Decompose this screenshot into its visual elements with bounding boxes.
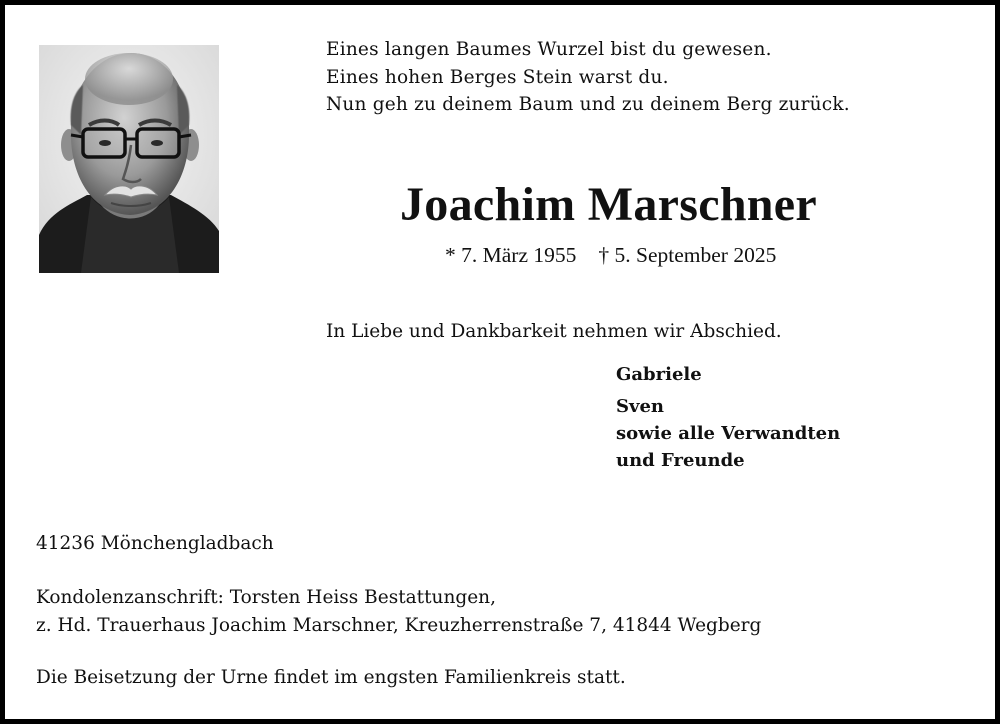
life-dates	[445, 241, 776, 269]
death-date: † 5. September 2025	[598, 243, 777, 267]
deceased-name: Joachim Marschner	[400, 178, 818, 231]
poem-line: Nun geh zu deinem Baum und zu deinem Berg zurück.	[326, 94, 850, 115]
obituary-card	[5, 5, 995, 719]
portrait-image	[39, 45, 219, 273]
portrait-photo	[39, 45, 219, 273]
mourner-name: Gabriele	[616, 364, 702, 385]
mourner-name: Sven	[616, 396, 664, 417]
birth-date: * 7. März 1955	[445, 243, 577, 267]
condolence-line: Kondolenzanschrift: Torsten Heiss Bestattungen,	[36, 587, 496, 608]
farewell-text: In Liebe und Dankbarkeit nehmen wir Abschied.	[326, 321, 782, 342]
condolence-line: z. Hd. Trauerhaus Joachim Marschner, Kreuzherrenstraße 7, 41844 Wegberg	[36, 614, 762, 636]
mourner-name: sowie alle Verwandten	[616, 423, 841, 444]
mourners-list	[616, 361, 840, 474]
burial-note: Die Beisetzung der Urne findet im engsten Familienkreis statt.	[36, 667, 626, 688]
city-line: 41236 Mönchengladbach	[36, 533, 274, 554]
poem	[326, 36, 850, 119]
mourner-name: und Freunde	[616, 450, 745, 471]
poem-line: Eines langen Baumes Wurzel bist du gewesen.	[326, 39, 772, 60]
poem-line: Eines hohen Berges Stein warst du.	[326, 66, 669, 88]
condolence-address	[36, 584, 761, 639]
